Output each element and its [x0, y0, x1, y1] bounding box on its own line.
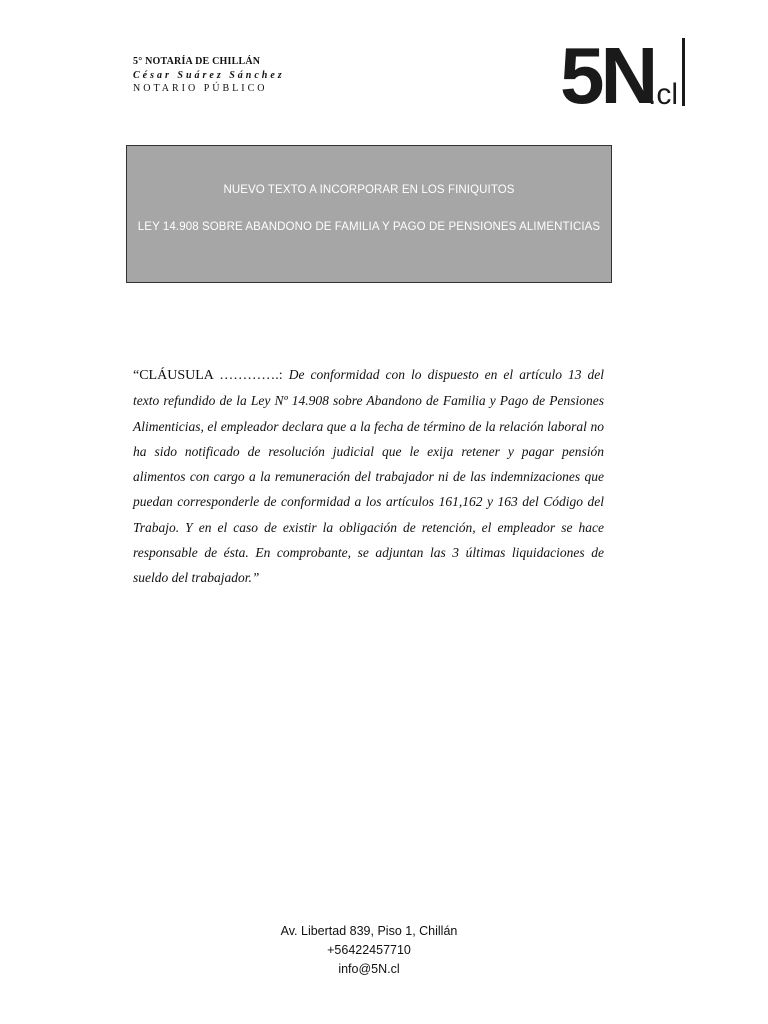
logo-suffix-text: .cl	[648, 78, 678, 110]
title-box	[126, 145, 612, 283]
logo-bar	[682, 38, 685, 106]
clause-paragraph	[133, 362, 604, 591]
notary-person: César Suárez Sánchez	[133, 70, 285, 81]
5n-logo	[558, 28, 693, 110]
footer-email: info@5N.cl	[338, 962, 400, 976]
clause-body: De conformidad con lo dispuesto en el artículo 13 del texto refundido de la Ley Nº 14.908 sobre Abandono de Familia y Pago de Pensiones Alimenticias, el empleador declara que a la fecha de término de la relación laboral no ha sido notificado de resolución judicial que le exija retener y pagar pensión alimentos con cargo a la remuneración del trabajador ni de las indemnizaciones que puedan corresponderle de conformidad a los artículos 161,162 y 163 del Código del Trabajo. Y en el caso de existir la obligación de retención, el empleador se hace responsable de ésta. En comprobante, se adjuntan las 3 últimas liquidaciones de sueldo del trabajador.”	[133, 367, 605, 586]
footer-phone: +56422457710	[327, 943, 411, 957]
logo-main-text: 5N	[560, 31, 655, 110]
notary-name: 5° NOTARÍA DE CHILLÁN	[133, 56, 261, 67]
title-line-2: LEY 14.908 SOBRE ABANDONO DE FAMILIA Y PAGO DE PENSIONES ALIMENTICIAS	[137, 221, 601, 233]
clause-lead: “CLÁUSULA ………….:	[133, 368, 283, 383]
notary-role: NOTARIO PÚBLICO	[133, 83, 268, 94]
footer-contact	[0, 922, 738, 979]
title-line-1: NUEVO TEXTO A INCORPORAR EN LOS FINIQUITOS	[223, 184, 515, 196]
footer-address: Av. Libertad 839, Piso 1, Chillán	[280, 924, 458, 938]
notary-header	[133, 55, 433, 96]
